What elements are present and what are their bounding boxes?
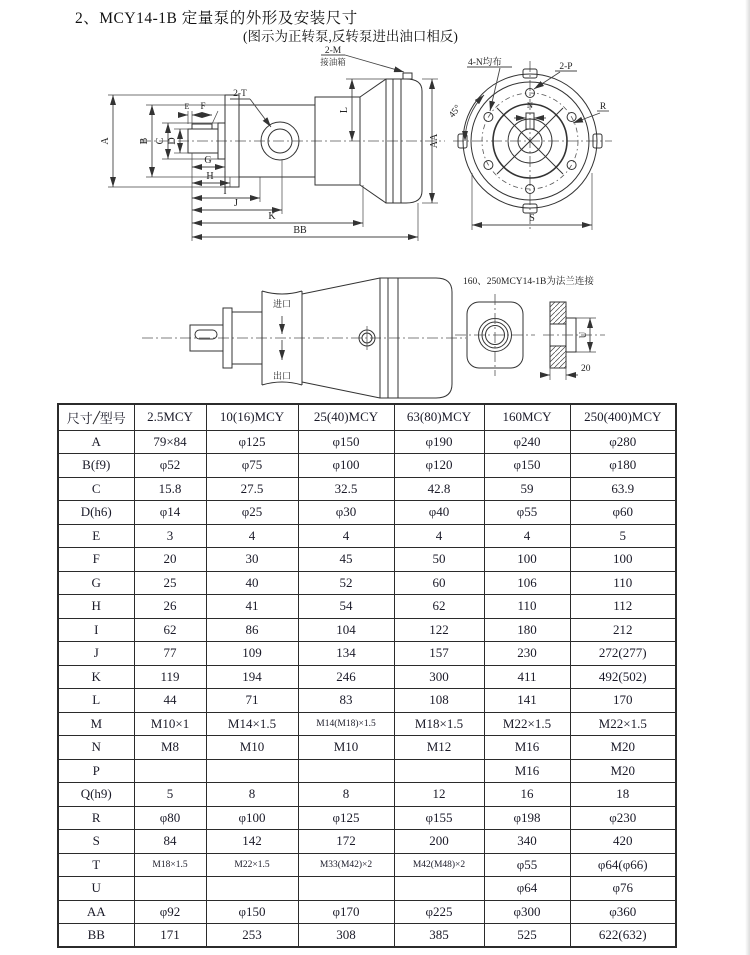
page-title: 2、MCY14-1B 定量泵的外形及安装尺寸 [75, 10, 358, 27]
dimension-row [58, 642, 676, 666]
value-cell: 492(502) [570, 665, 676, 689]
value-cell: 108 [394, 689, 484, 713]
value-cell: φ76 [570, 877, 676, 901]
value-cell [206, 759, 298, 783]
value-cell: φ150 [484, 454, 570, 478]
dim-label-D: D [167, 137, 178, 145]
value-cell [206, 877, 298, 901]
value-cell: 32.5 [298, 477, 394, 501]
value-cell: M20 [570, 736, 676, 760]
dimension-row [58, 571, 676, 595]
inlet-label: 进口 [272, 299, 292, 309]
value-cell: 420 [570, 830, 676, 854]
value-cell: 20 [134, 548, 206, 572]
dimension-label-cell: L [58, 689, 134, 713]
dim-label-K: K [268, 211, 276, 222]
value-cell: M16 [484, 736, 570, 760]
dim-label-G: G [204, 155, 212, 166]
value-cell: 142 [206, 830, 298, 854]
value-cell: 8 [298, 783, 394, 807]
value-cell: φ120 [394, 454, 484, 478]
dimension-label-cell: T [58, 853, 134, 877]
value-cell: φ360 [570, 900, 676, 924]
value-cell: 170 [570, 689, 676, 713]
value-cell: φ100 [206, 806, 298, 830]
value-cell: φ80 [134, 806, 206, 830]
value-cell: 77 [134, 642, 206, 666]
value-cell: 119 [134, 665, 206, 689]
dim-label-F: F [200, 101, 206, 111]
value-cell: φ225 [394, 900, 484, 924]
value-cell: 59 [484, 477, 570, 501]
value-cell: M10 [206, 736, 298, 760]
dimension-label-cell: S [58, 830, 134, 854]
port-thread-label: 2-T [233, 89, 247, 99]
value-cell: φ280 [570, 430, 676, 454]
value-cell [394, 759, 484, 783]
model-column-header: 25(40)MCY [298, 404, 394, 430]
dimension-row [58, 830, 676, 854]
value-cell: φ230 [570, 806, 676, 830]
value-cell: 385 [394, 924, 484, 948]
flange-detail-drawing [455, 272, 750, 402]
dimension-label-cell: I [58, 618, 134, 642]
model-column-header: 2.5MCY [134, 404, 206, 430]
dimension-label-cell: C [58, 477, 134, 501]
dimension-label-cell: Q(h9) [58, 783, 134, 807]
value-cell: φ64 [484, 877, 570, 901]
dimension-label-cell: A [58, 430, 134, 454]
dimension-row [58, 524, 676, 548]
page-subtitle: (图示为正转泵,反转泵进出油口相反) [243, 29, 458, 44]
outlet-label: 出口 [272, 371, 292, 381]
corner-label-dimension: 尺寸 [66, 410, 93, 426]
value-cell: 180 [484, 618, 570, 642]
value-cell: 5 [134, 783, 206, 807]
value-cell: 300 [394, 665, 484, 689]
value-cell: 54 [298, 595, 394, 619]
value-cell: φ52 [134, 454, 206, 478]
value-cell: φ180 [570, 454, 676, 478]
value-cell: 122 [394, 618, 484, 642]
dimension-label-cell: D(h6) [58, 501, 134, 525]
dimension-label-cell: M [58, 712, 134, 736]
value-cell: φ14 [134, 501, 206, 525]
dimension-label-cell: N [58, 736, 134, 760]
side-view-drawing [100, 45, 460, 257]
value-cell: φ155 [394, 806, 484, 830]
value-cell: 272(277) [570, 642, 676, 666]
value-cell: 12 [394, 783, 484, 807]
dim-label-A: A [100, 137, 111, 145]
value-cell: 4 [298, 524, 394, 548]
value-cell: φ170 [298, 900, 394, 924]
value-cell: M18×1.5 [394, 712, 484, 736]
value-cell: M8 [134, 736, 206, 760]
value-cell: 194 [206, 665, 298, 689]
dimension-row [58, 736, 676, 760]
value-cell: 26 [134, 595, 206, 619]
value-cell: 71 [206, 689, 298, 713]
value-cell: 212 [570, 618, 676, 642]
value-cell: φ55 [484, 501, 570, 525]
value-cell: 8 [206, 783, 298, 807]
value-cell: 100 [484, 548, 570, 572]
value-cell: M20 [570, 759, 676, 783]
value-cell: φ55 [484, 853, 570, 877]
dim-label-B: B [139, 137, 150, 145]
value-cell: φ25 [206, 501, 298, 525]
value-cell: φ30 [298, 501, 394, 525]
dim-label-I: I [223, 186, 227, 197]
value-cell: 110 [484, 595, 570, 619]
spigot-dia-label: U [578, 331, 588, 339]
value-cell: M42(M48)×2 [394, 853, 484, 877]
value-cell: 5 [570, 524, 676, 548]
value-cell: 63.9 [570, 477, 676, 501]
dimension-row [58, 924, 676, 948]
value-cell: 622(632) [570, 924, 676, 948]
value-cell: 253 [206, 924, 298, 948]
key-width-label: N [526, 100, 534, 110]
value-cell: M33(M42)×2 [298, 853, 394, 877]
model-column-header: 10(16)MCY [206, 404, 298, 430]
value-cell [134, 759, 206, 783]
value-cell: φ100 [298, 454, 394, 478]
value-cell: 15.8 [134, 477, 206, 501]
table-corner-cell [58, 404, 134, 430]
value-cell: M14×1.5 [206, 712, 298, 736]
value-cell: 62 [134, 618, 206, 642]
value-cell: 171 [134, 924, 206, 948]
dimension-row [58, 548, 676, 572]
value-cell: 172 [298, 830, 394, 854]
dimension-label-cell: B(f9) [58, 454, 134, 478]
value-cell: φ198 [484, 806, 570, 830]
model-column-header: 160MCY [484, 404, 570, 430]
dim-label-L: L [339, 106, 350, 114]
value-cell: φ125 [298, 806, 394, 830]
value-cell: 230 [484, 642, 570, 666]
value-cell: 110 [570, 571, 676, 595]
value-cell: M16 [484, 759, 570, 783]
value-cell: φ64(φ66) [570, 853, 676, 877]
value-cell: 79×84 [134, 430, 206, 454]
dim-label-E: E [184, 102, 190, 111]
corner-label-model: 型号 [99, 410, 126, 426]
dimension-row [58, 806, 676, 830]
dimension-row [58, 783, 676, 807]
value-cell: φ75 [206, 454, 298, 478]
drain-thread-label: 2-M [324, 46, 342, 56]
dimension-label-cell: AA [58, 900, 134, 924]
value-cell: M18×1.5 [134, 853, 206, 877]
value-cell: M22×1.5 [206, 853, 298, 877]
value-cell: 308 [298, 924, 394, 948]
dimension-row [58, 454, 676, 478]
value-cell: 134 [298, 642, 394, 666]
dimension-label-cell: K [58, 665, 134, 689]
dimension-row [58, 759, 676, 783]
value-cell: 86 [206, 618, 298, 642]
value-cell: 41 [206, 595, 298, 619]
value-cell [298, 877, 394, 901]
value-cell: 200 [394, 830, 484, 854]
model-column-header: 250(400)MCY [570, 404, 676, 430]
drain-note-label: 接油箱 [320, 57, 346, 67]
value-cell: 411 [484, 665, 570, 689]
value-cell [394, 877, 484, 901]
table-header-row [58, 404, 676, 430]
value-cell: 62 [394, 595, 484, 619]
value-cell: 18 [570, 783, 676, 807]
dimension-row [58, 618, 676, 642]
pressure-port-label: 2-P [559, 62, 573, 72]
value-cell: φ40 [394, 501, 484, 525]
flange-width-label: S [529, 213, 535, 224]
value-cell: φ190 [394, 430, 484, 454]
value-cell: φ92 [134, 900, 206, 924]
value-cell: 52 [298, 571, 394, 595]
table-body [58, 430, 676, 947]
value-cell: 246 [298, 665, 394, 689]
dimension-row [58, 430, 676, 454]
dimension-row [58, 501, 676, 525]
front-view-drawing [440, 55, 750, 255]
value-cell: φ150 [298, 430, 394, 454]
value-cell: 25 [134, 571, 206, 595]
dimension-label-cell: U [58, 877, 134, 901]
value-cell: 4 [206, 524, 298, 548]
value-cell [298, 759, 394, 783]
value-cell: 141 [484, 689, 570, 713]
value-cell: 525 [484, 924, 570, 948]
dim-label-BB: BB [293, 225, 307, 236]
value-cell: φ125 [206, 430, 298, 454]
value-cell: 60 [394, 571, 484, 595]
value-cell: 44 [134, 689, 206, 713]
value-cell: 3 [134, 524, 206, 548]
value-cell: 83 [298, 689, 394, 713]
flange-thickness-label: 20 [581, 364, 591, 374]
dimension-row [58, 712, 676, 736]
dimension-row [58, 665, 676, 689]
value-cell: 84 [134, 830, 206, 854]
value-cell: 100 [570, 548, 676, 572]
value-cell: M22×1.5 [484, 712, 570, 736]
value-cell: M10×1 [134, 712, 206, 736]
dimension-label-cell: G [58, 571, 134, 595]
port-side-view-drawing [140, 258, 470, 406]
dimension-row [58, 900, 676, 924]
flange-note: 160、250MCY14-1B为法兰连接 [463, 277, 594, 287]
value-cell: 45 [298, 548, 394, 572]
value-cell: M10 [298, 736, 394, 760]
dimension-row [58, 689, 676, 713]
value-cell: φ240 [484, 430, 570, 454]
value-cell: 109 [206, 642, 298, 666]
model-column-header: 63(80)MCY [394, 404, 484, 430]
value-cell: 157 [394, 642, 484, 666]
value-cell: 30 [206, 548, 298, 572]
dimension-row [58, 477, 676, 501]
value-cell [134, 877, 206, 901]
dimension-label-cell: J [58, 642, 134, 666]
bolt-pattern-label: 4-N均布 [468, 58, 502, 68]
value-cell: φ150 [206, 900, 298, 924]
value-cell: M22×1.5 [570, 712, 676, 736]
value-cell: 106 [484, 571, 570, 595]
value-cell: 104 [298, 618, 394, 642]
value-cell: 4 [394, 524, 484, 548]
value-cell: 16 [484, 783, 570, 807]
dimension-label-cell: R [58, 806, 134, 830]
value-cell: 50 [394, 548, 484, 572]
dim-label-C: C [155, 137, 166, 145]
dimension-row [58, 853, 676, 877]
dim-label-H: H [206, 171, 214, 182]
value-cell: φ300 [484, 900, 570, 924]
dimension-label-cell: E [58, 524, 134, 548]
value-cell: M12 [394, 736, 484, 760]
value-cell: φ60 [570, 501, 676, 525]
bolt-circle-radius-label: R [599, 102, 607, 112]
dim-label-AA: AA [429, 133, 440, 149]
dimension-label-cell: F [58, 548, 134, 572]
dimension-row [58, 595, 676, 619]
dim-label-J: J [234, 198, 238, 209]
value-cell: 112 [570, 595, 676, 619]
value-cell: 42.8 [394, 477, 484, 501]
value-cell: 40 [206, 571, 298, 595]
dimension-label-cell: H [58, 595, 134, 619]
dimension-label-cell: P [58, 759, 134, 783]
value-cell: 4 [484, 524, 570, 548]
dimension-row [58, 877, 676, 901]
dimension-label-cell: BB [58, 924, 134, 948]
value-cell: 340 [484, 830, 570, 854]
value-cell: 27.5 [206, 477, 298, 501]
dimensions-table [57, 403, 677, 948]
bolt-angle-label: 45° [447, 103, 464, 121]
value-cell: M14(M18)×1.5 [298, 712, 394, 736]
